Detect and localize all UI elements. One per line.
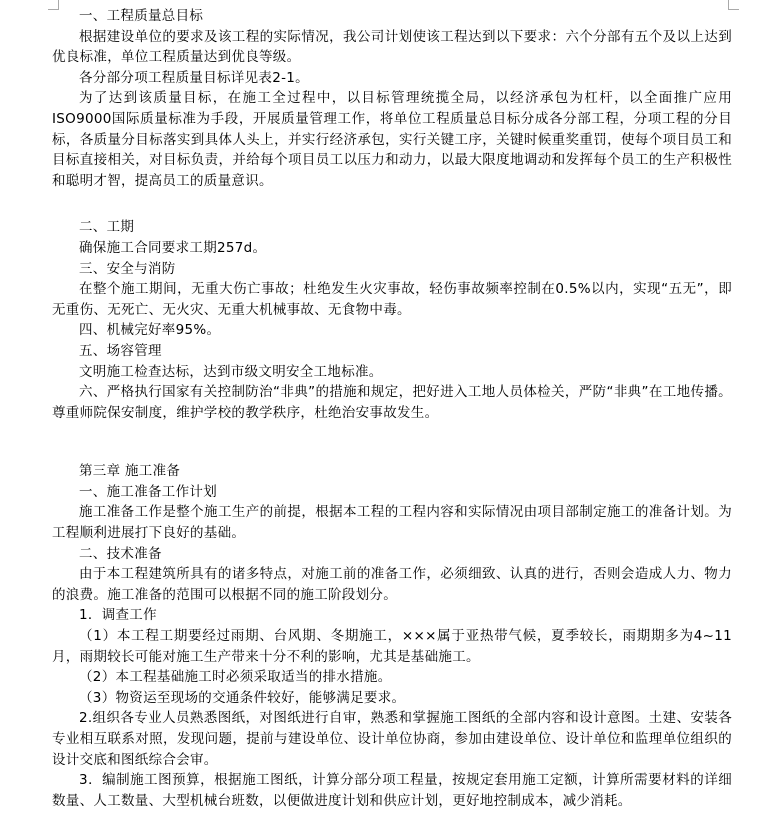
- paragraph: 施工准备工作是整个施工生产的前提，根据本工程的工程内容和实际情况由项目部制定施工的准备计划。为工程顺利进展打下良好的基础。: [52, 504, 732, 542]
- paragraph: 确保施工合同要求工期257d。: [79, 239, 267, 256]
- paragraph: 文明施工检查达标，达到市级文明安全工地标准。: [79, 363, 383, 380]
- heading-technical-prep: 二、技术准备: [79, 545, 162, 562]
- list-item: （1）本工程工期要经过雨期、台风期、冬期施工，×××属于亚热带气候，夏季较长，雨期期多为4~11月，雨期较长可能对施工生产带来十分不利的影响，尤其是基础施工。: [52, 628, 732, 665]
- paragraph: 由于本工程建筑所具有的诸多特点，对施工前的准备工作，必须细致、认真的进行，否则会造成人力、物力的浪费。施工准备的范围可以根据不同的施工阶段划分。: [52, 566, 732, 603]
- paragraph: 各分部分项工程质量目标详见表2-1。: [79, 69, 309, 86]
- list-item: （2）本工程基础施工时必须采取适当的排水措施。: [79, 669, 392, 686]
- spacer: [52, 423, 732, 461]
- list-item: 2.组织各专业人员熟悉图纸，对图纸进行自审，熟悉和掌握施工图纸的全部内容和设计意图。土建、安装各专业相互联系对照，发现问题，提前与建设单位、设计单位协商，参加由建设单位、设计单位和监理单位组织的设计交底和图纸综合会审。: [52, 710, 732, 768]
- list-item: （3）物资运至现场的交通条件较好，能够满足要求。: [79, 689, 406, 706]
- heading-site-management: 五、场容管理: [79, 342, 162, 359]
- paragraph: 为了达到该质量目标，在施工全过程中，以目标管理统揽全局，以经济承包为杠杆，以全面推广应用ISO9000国际质量标准为手段，开展质量管理工作，将单位工程质量总目标分成各分部工程，分项工程的分目标，各质量分目标落实到具体人头上，并实行经济承包，实行关键工序，关键时候重奖重罚，使每个项目员工和目标直接相关，对目标负责，并给每个项目员工以压力和动力，以最大限度地调动和发挥每个员工的生产积极性和聪明才智，提高员工的质量意识。: [52, 90, 732, 189]
- heading-schedule: 二、工期: [79, 219, 135, 236]
- heading-quality-goal: 一、工程质量总目标: [79, 8, 204, 24]
- heading-prep-plan: 一、施工准备工作计划: [79, 483, 217, 500]
- paragraph: 六、严格执行国家有关控制防治“非典”的措施和规定，把好进入工地人员体检关，严防“非典”在工地传播。尊重师院保安制度，维护学校的教学秩序，杜绝治安事故发生。: [52, 384, 732, 421]
- heading-machinery: 四、机械完好率95%。: [79, 322, 221, 339]
- spacer: [52, 191, 732, 217]
- heading-safety: 三、安全与消防: [79, 260, 176, 277]
- chapter-title: 第三章 施工准备: [79, 463, 181, 480]
- paragraph: 根据建设单位的要求及该工程的实际情况，我公司计划使该工程达到以下要求：六个分部有五个及以上达到优良标准，单位工程质量达到优良等级。: [52, 28, 732, 66]
- list-item: 3．编制施工图预算，根据施工图纸，计算分部分项工程量，按规定套用施工定额，计算所需要材料的详细数量、人工数量、大型机械台班数，以便做进度计划和供应计划，更好地控制成本，减少消耗。: [52, 772, 732, 809]
- heading-survey: 1．调查工作: [79, 607, 157, 624]
- paragraph: 在整个施工期间，无重大伤亡事故；杜绝发生火灾事故，轻伤事故频率控制在0.5%以内，实现“五无”，即无重伤、无死亡、无火灾、无重大机械事故、无食物中毒。: [52, 281, 732, 318]
- document-body: [52, 6, 732, 811]
